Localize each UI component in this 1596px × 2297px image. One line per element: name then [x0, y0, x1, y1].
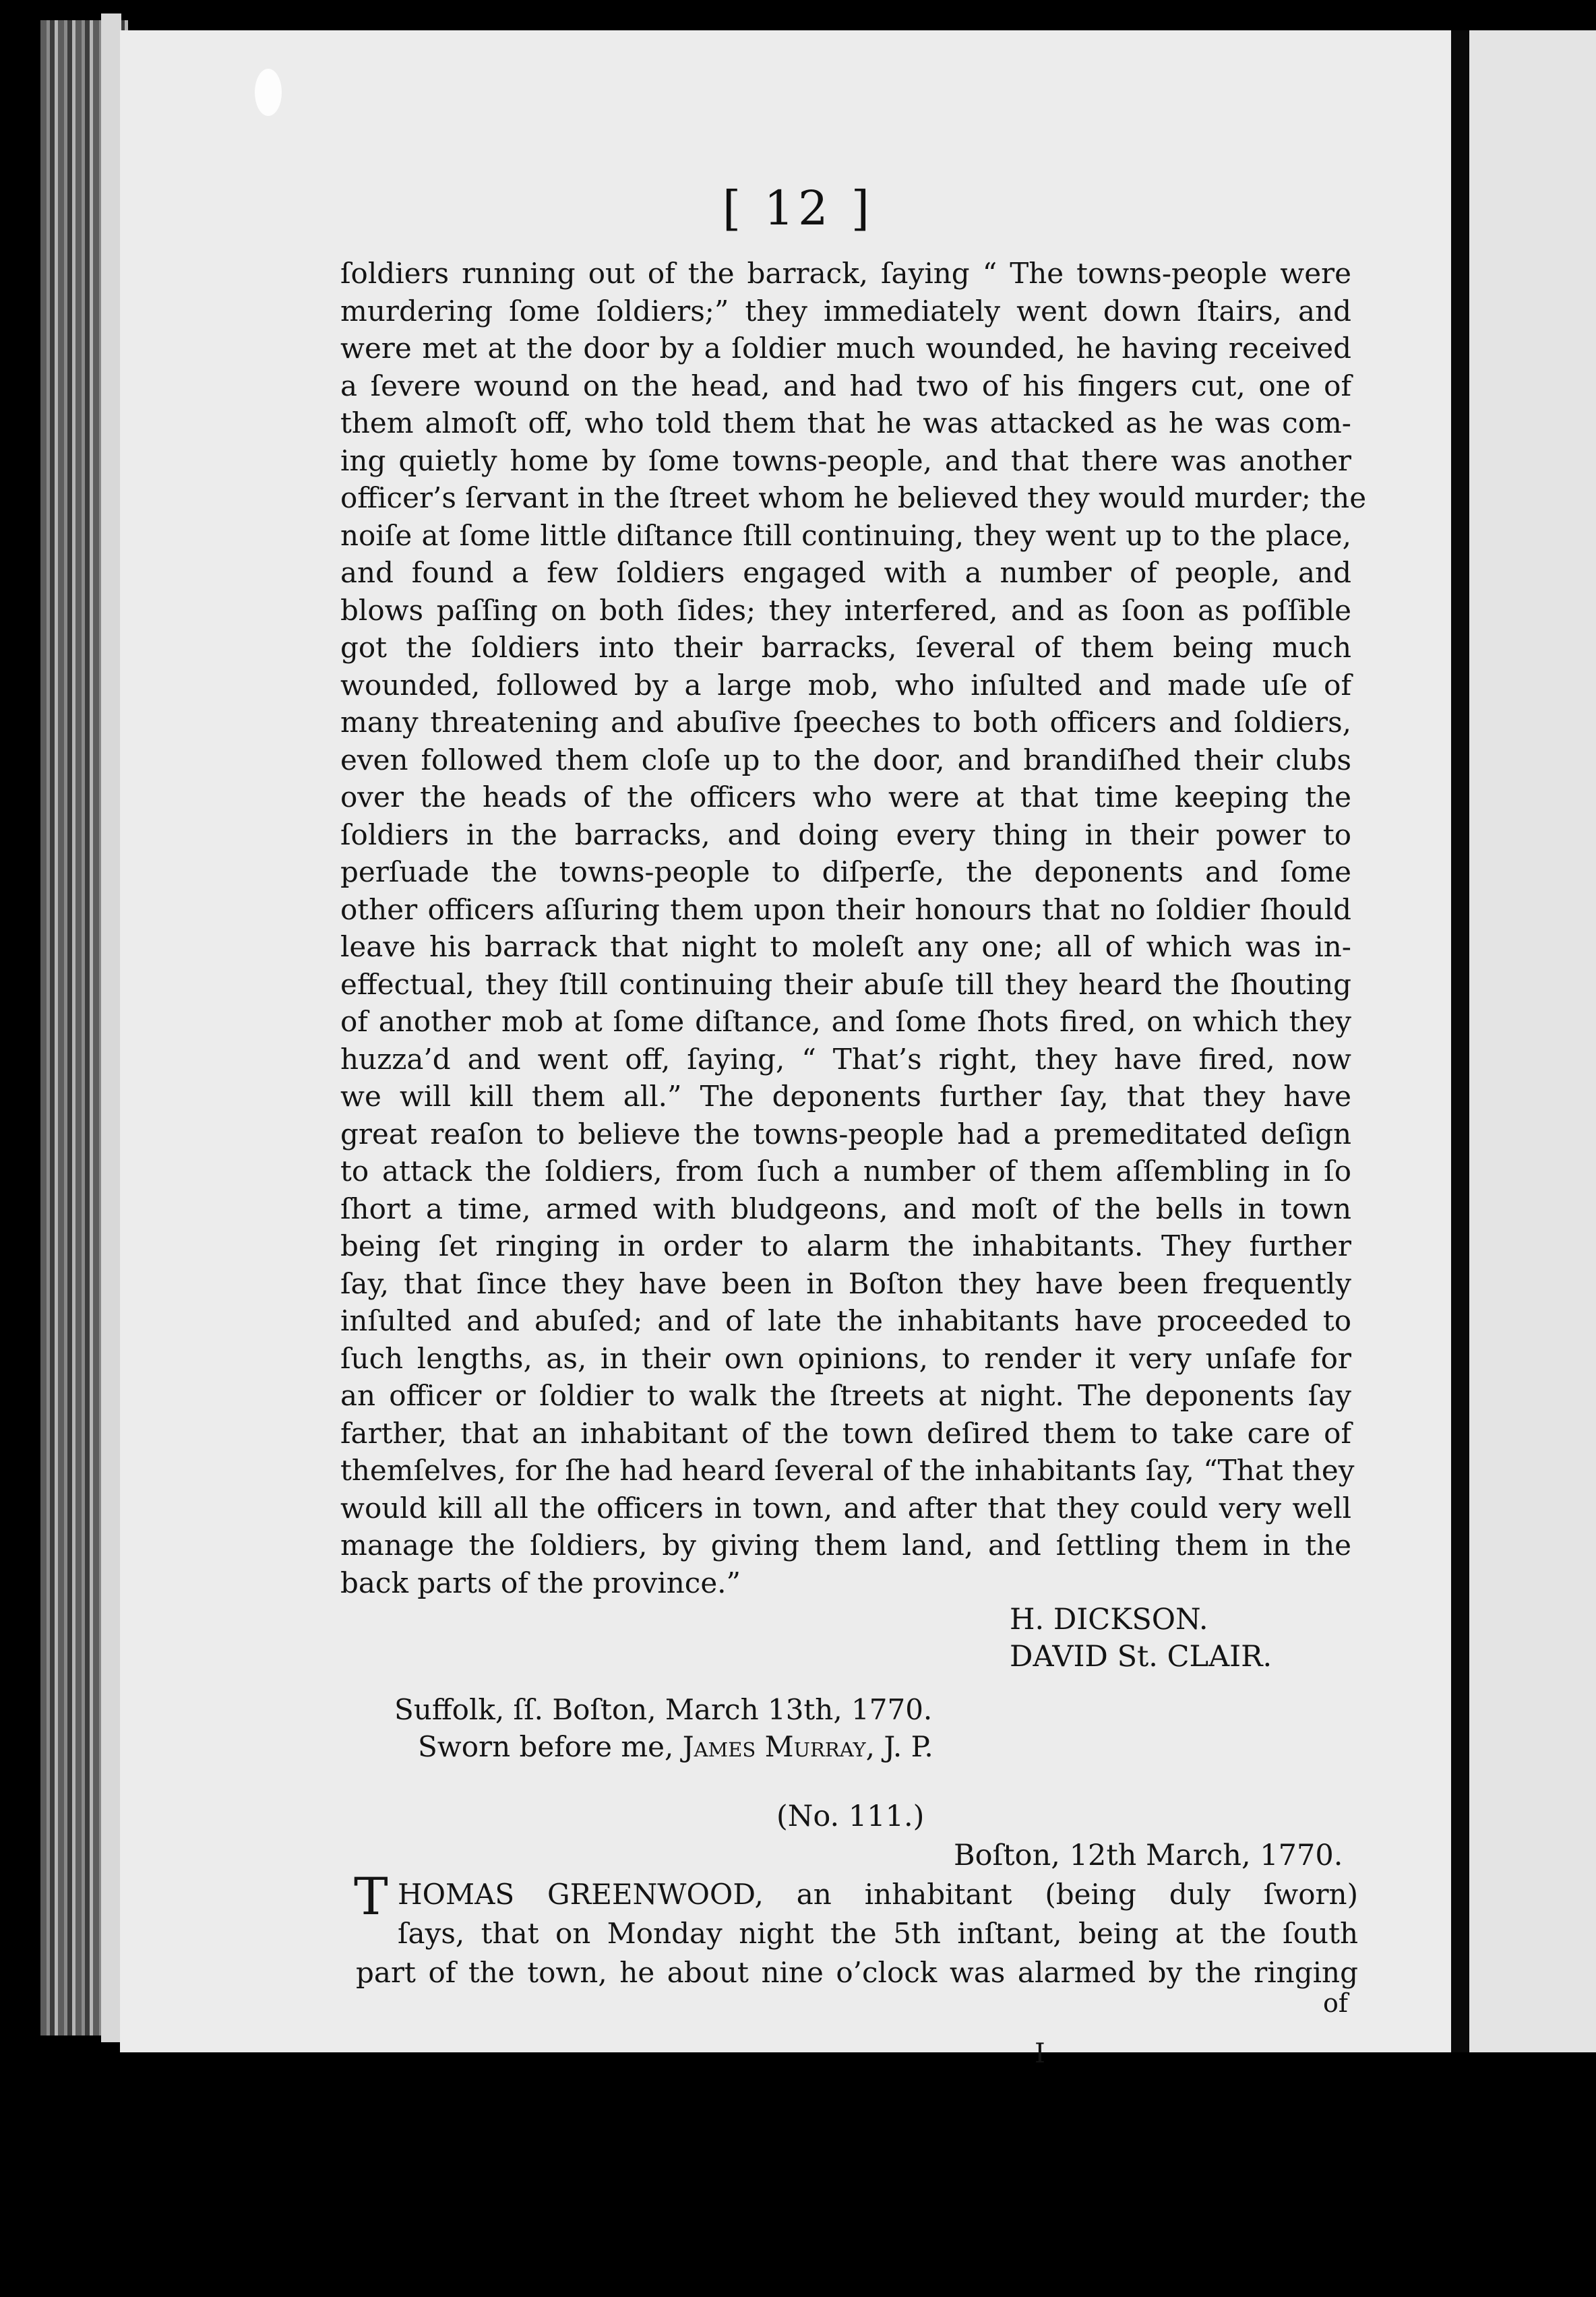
text-line: farther, that an inhabitant of the town deſired them to take care of	[340, 1416, 1351, 1450]
jurat-venue: Suffolk, ſſ. Boſton, March 13th, 1770.	[394, 1693, 933, 1726]
text-line: ſoldiers running out of the barrack, ſaying “ The towns-people were	[340, 257, 1351, 290]
signature-dickson: H. DICKSON.	[1010, 1603, 1208, 1636]
text-line: ſuch lengths, as, in their own opinions, to render it very unſafe for	[340, 1341, 1351, 1375]
jurat-sworn-suffix: , J. P.	[865, 1730, 933, 1763]
text-line: ſhort a time, armed with bludgeons, and moſt of the bells in town	[340, 1192, 1351, 1225]
text-line: would kill all the officers in town, and after that they could very well	[340, 1491, 1351, 1525]
text-line: huzza’d and went off, ſaying, “ That’s right, they have fired, now	[340, 1042, 1351, 1076]
page-number: [ 12 ]	[722, 181, 874, 236]
jurat-sworn	[418, 1730, 933, 1763]
text-line: to attack the ſoldiers, from ſuch a number of them aſſembling in ſo	[340, 1155, 1351, 1188]
text-line: officer’s ſervant in the ſtreet whom he believed they would murder; the	[340, 481, 1367, 514]
text-line: themſelves, for ſhe had heard ſeveral of the inhabitants ſay, “That they	[340, 1454, 1355, 1487]
text-line: ſays, that on Monday night the 5th inſtant, being at the ſouth	[398, 1917, 1358, 1950]
text-line: them almoſt off, who told them that he was attacked as he was com-	[340, 406, 1351, 439]
drop-cap: T	[354, 1866, 388, 1926]
text-line: perſuade the towns-people to diſperſe, the deponents and ſome	[340, 855, 1351, 888]
jurat-justice-name: James Murray	[682, 1730, 866, 1763]
greenwood-deposition	[356, 1875, 1358, 1992]
text-line: manage the ſoldiers, by giving them land, and ſettling them in the	[340, 1529, 1351, 1562]
text-line: noiſe at ſome little diſtance ſtill continuing, they went up to the place,	[340, 518, 1351, 552]
text-line: leave his barrack that night to moleſt any one; all of which was in-	[340, 930, 1351, 963]
text-line: we will kill them all.” The deponents further ſay, that they have	[340, 1080, 1351, 1113]
text-line: ing quietly home by ſome towns-people, and that there was another	[340, 443, 1351, 477]
facing-page-edge	[1469, 30, 1596, 2052]
deposition-text	[340, 255, 1367, 1601]
text-line: of another mob at ſome diſtance, and ſome ſhots fired, on which they	[340, 1005, 1351, 1038]
document-dateline: Boſton, 12th March, 1770.	[954, 1839, 1343, 1872]
document-number: (No. 111.)	[776, 1800, 925, 1833]
text-line: part of the town, he about nine o’clock was alarmed by the ringing	[356, 1956, 1358, 1989]
text-line: great reaſon to believe the towns-people had a premeditated deſign	[340, 1117, 1351, 1151]
text-line: and found a few ſoldiers engaged with a number of people, and	[340, 556, 1351, 589]
text-line: ſay, that ſince they have been in Boſton they have been frequently	[340, 1266, 1351, 1300]
catchword: of	[1323, 1988, 1348, 2018]
text-line: other officers aſſuring them upon their honours that no ſoldier ſhould	[340, 892, 1351, 926]
text-line: HOMAS GREENWOOD, an inhabitant (being duly ſworn)	[398, 1878, 1358, 1911]
book-gutter	[1451, 30, 1469, 2052]
text-line: got the ſoldiers into their barracks, ſeveral of them being much	[340, 631, 1351, 664]
page-stack-highlight	[101, 13, 121, 2042]
signature-mark: I	[1035, 2038, 1045, 2069]
text-line: many threatening and abuſive ſpeeches to both officers and ſoldiers,	[340, 706, 1351, 739]
text-line: murdering ſome ſoldiers;” they immediately went down ſtairs, and	[340, 294, 1351, 328]
text-line: wounded, followed by a large mob, who inſulted and made uſe of	[340, 668, 1351, 702]
jurat-sworn-prefix: Sworn before me,	[418, 1730, 674, 1763]
text-line: a ſevere wound on the head, and had two of his fingers cut, one of	[340, 369, 1351, 402]
text-line: effectual, they ſtill continuing their abuſe till they heard the ſhouting	[340, 967, 1351, 1001]
text-line: blows paſſing on both ſides; they interfered, and as ſoon as poſſible	[340, 593, 1351, 627]
text-line: even followed them cloſe up to the door, and brandiſhed their clubs	[340, 743, 1351, 776]
signature-st-clair: DAVID St. CLAIR.	[1010, 1640, 1272, 1674]
text-line: were met at the door by a ſoldier much wounded, he having received	[340, 332, 1351, 365]
paper-blemish	[255, 69, 282, 116]
text-line: ſoldiers in the barracks, and doing every thing in their power to	[340, 818, 1351, 851]
text-line: inſulted and abuſed; and of late the inhabitants have proceeded to	[340, 1304, 1351, 1337]
text-line: over the heads of the officers who were at that time keeping the	[340, 780, 1351, 814]
text-line: back parts of the province.”	[340, 1566, 741, 1599]
text-line: being ſet ringing in order to alarm the inhabitants. They further	[340, 1229, 1351, 1262]
text-line: an officer or ſoldier to walk the ſtreets at night. The deponents ſay	[340, 1379, 1351, 1412]
